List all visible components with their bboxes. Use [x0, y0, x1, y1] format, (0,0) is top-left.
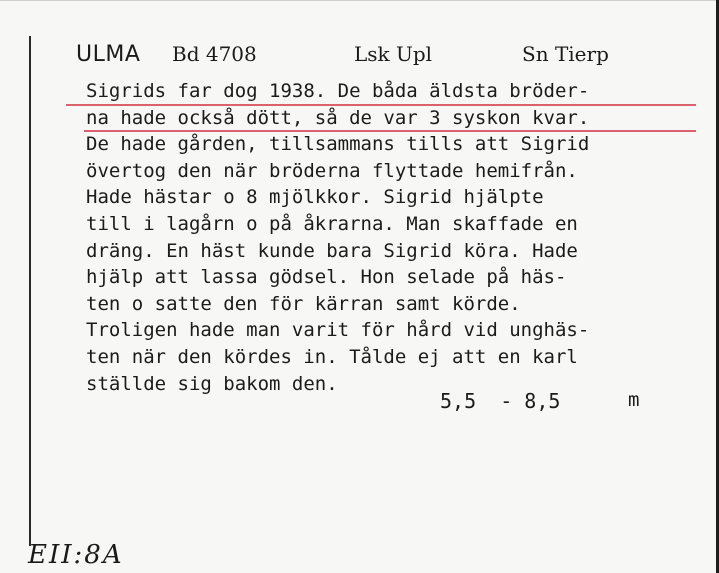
body-line: ten när den kördes in. Tålde ej att en karl: [86, 345, 578, 368]
district-label: Lsk Upl: [354, 42, 433, 66]
top-edge: [0, 0, 719, 1]
body-line: dräng. En häst kunde bara Sigrid köra. Hade: [86, 239, 578, 262]
body-line: ten o satte den för kärran samt körde.: [86, 292, 521, 315]
card-body: [86, 78, 589, 397]
body-line: Troligen hade man varit för hård vid unghäs-: [86, 319, 590, 342]
body-line: ställde sig bakom den.: [86, 372, 338, 395]
body-line: övertog den när bröderna flyttade hemifrån.: [86, 159, 578, 182]
body-line: na hade också dött, så de var 3 syskon kvar.: [86, 106, 590, 129]
measurement-range: 5,5 - 8,5: [440, 389, 561, 413]
red-underline: [84, 130, 696, 132]
archive-label: ULMA: [76, 42, 141, 67]
body-line: till i lagårn o på åkrarna. Man skaffade en: [86, 212, 578, 235]
catalog-mark: EII:8A: [28, 540, 124, 570]
parish-label: Sn Tierp: [522, 42, 609, 66]
measurement-unit: m: [628, 389, 640, 411]
body-line: Hade hästar o 8 mjölkkor. Sigrid hjälpte: [86, 186, 544, 209]
red-underline: [66, 104, 696, 106]
volume-label: Bd 4708: [172, 42, 257, 66]
body-line: hjälp att lassa gödsel. Hon selade på häs-: [86, 266, 567, 289]
body-line: Sigrids far dog 1938. De båda äldsta bröder-: [86, 80, 590, 102]
body-line: De hade gården, tillsammans tills att Sigrid: [86, 133, 590, 156]
margin-line: [29, 36, 31, 546]
